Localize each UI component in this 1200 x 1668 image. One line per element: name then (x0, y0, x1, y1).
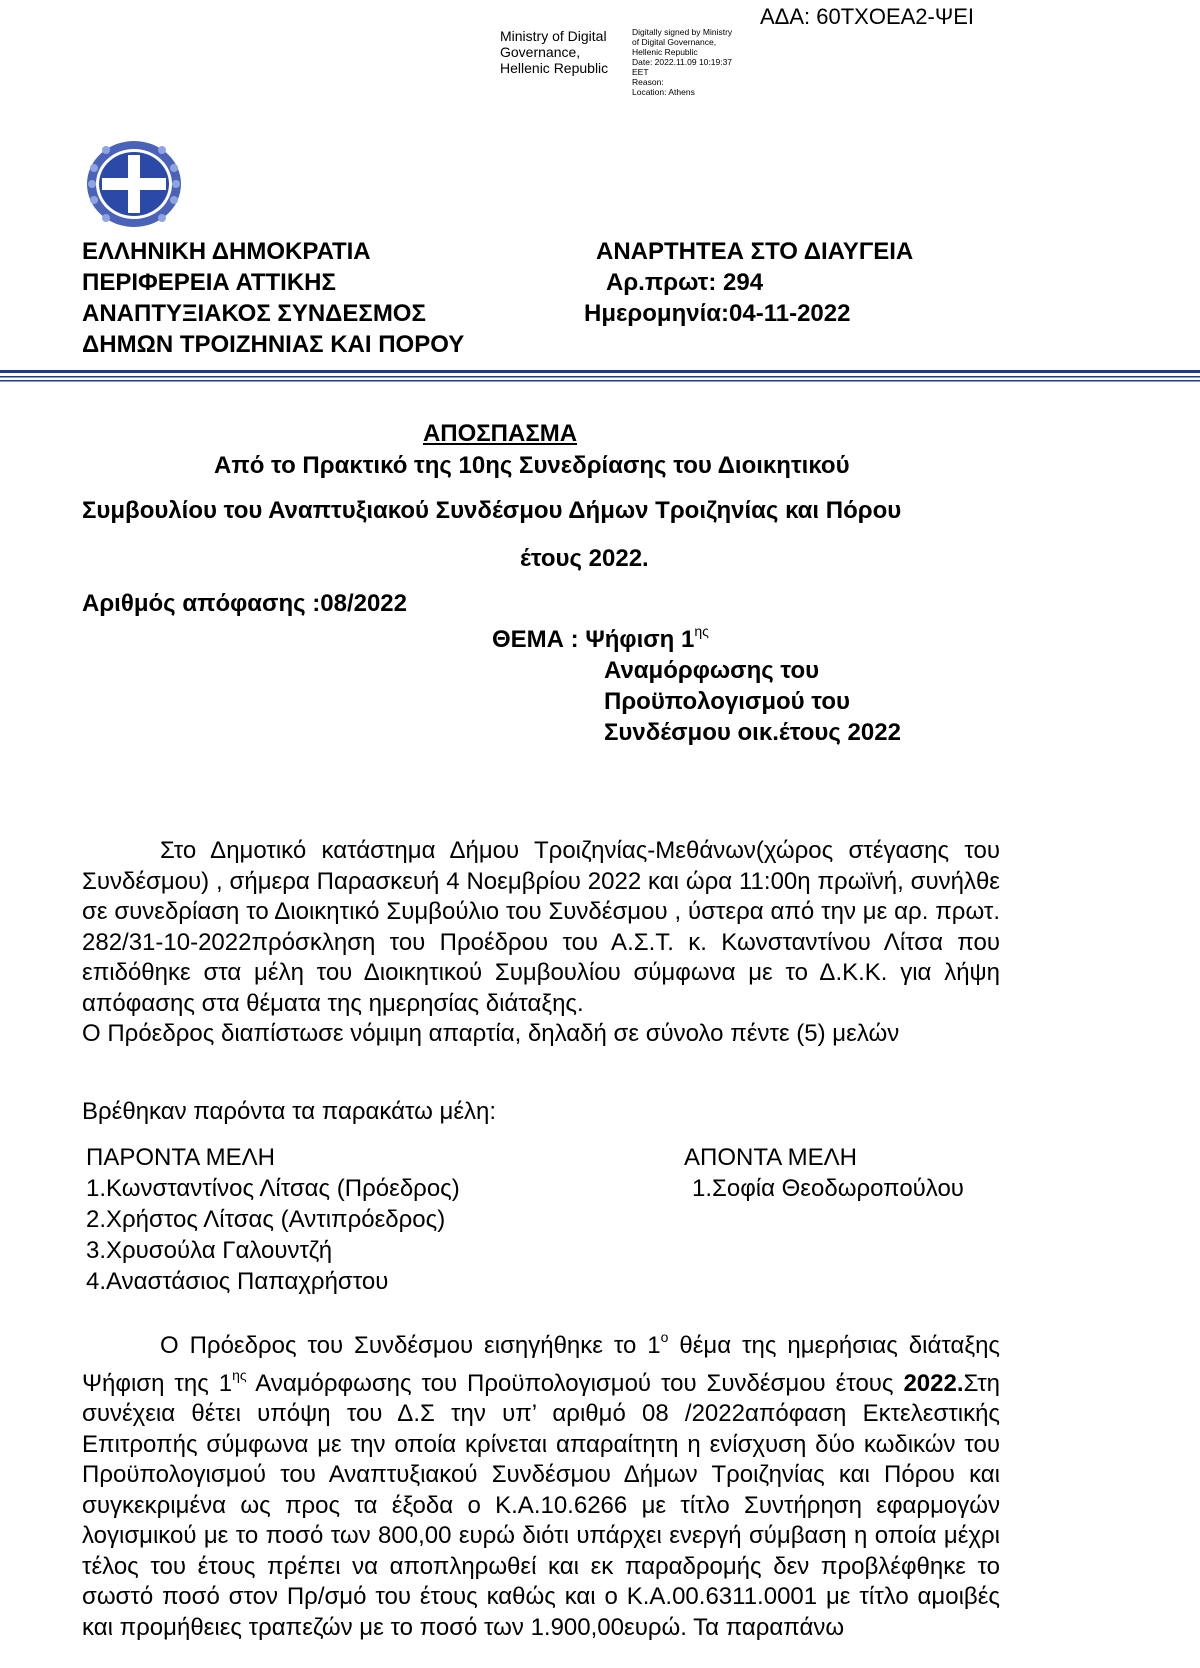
present-header: ΠΑΡΟΝΤΑ ΜΕΛΗ (86, 1144, 275, 1171)
org-line: ΑΝΑΠΤΥΞΙΑΚΟΣ ΣΥΝΔΕΣΜΟΣ (82, 300, 426, 327)
signature-details (632, 27, 732, 97)
signer-line: Hellenic Republic (500, 60, 609, 76)
coat-of-arms-icon (84, 138, 184, 230)
org-line: ΕΛΛΗΝΙΚΗ ΔΗΜΟΚΡΑΤΙΑ (82, 238, 371, 265)
signature-line: Location: Athens (632, 87, 695, 97)
proposal-year: 2022. (903, 1369, 964, 1397)
signature-line: Reason: (632, 77, 664, 87)
superscript: ο (660, 1329, 669, 1345)
quorum-text: Ο Πρόεδρος διαπίστωσε νόμιμη απαρτία, δηλαδή σε σύνολο πέντε (5) μελών (82, 1020, 900, 1047)
member-item: 3.Χρυσούλα Γαλουντζή (86, 1237, 333, 1264)
signer-line: Governance, (500, 44, 581, 60)
title-line: έτους 2022. (520, 545, 649, 572)
proposal-text: θέμα της ημερήσιας διάταξης Ψήφιση της 1 (82, 1332, 1000, 1397)
signer-line: Ministry of Digital (500, 28, 607, 44)
member-item: 1.Σοφία Θεοδωροπούλου (692, 1175, 964, 1202)
org-line: ΠΕΡΙΦΕΡΕΙΑ ΑΤΤΙΚΗΣ (82, 269, 336, 296)
signature-line: Hellenic Republic (632, 47, 698, 57)
absent-members (684, 1142, 964, 1204)
title-line: Από το Πρακτικό της 10ης Συνεδρίασης του Διοικητικού (214, 452, 850, 479)
subject-line: Προϋπολογισμού του (604, 688, 850, 715)
signature-line: Digitally signed by Ministry (632, 27, 733, 37)
document-title: ΑΠΟΣΠΑΣΜΑ (422, 420, 578, 447)
member-item: 4.Αναστάσιος Παπαχρήστου (86, 1268, 389, 1295)
proposal-text: Αναμόρφωσης του Προϋπολογισμού του Συνδέσμου έτους (246, 1369, 904, 1397)
subject-block (492, 618, 901, 748)
signature-line: of Digital Governance, (632, 37, 717, 47)
proposal-text: Στη συνέχεια θέτει υπόψη του Δ.Σ την υπ’ αριθμό 08 /2022απόφαση Εκτελεστικής Επιτροπής σύμφωνα με την οποία κρίνεται απαραίτητη η ενίσχυση δύο κωδικών του Προϋπολογισμού του Αναπτυξιακού Συνδέσμου Δήμων Τροιζηνίας και Πόρου και συγκεκριμένα ως προς τα έξοδα ο Κ.Α.10.6266 με τίτλο Συντήρηση εφαρμογών λογισμικού με το ποσό των 800,00 ευρώ διότι υπάρχει ενεργή σύμβαση η οποία μέχρι τέλος του έτους πρέπει να αποπληρωθεί και εκ παραδρομής δεν προβλέφθηκε το σωστό ποσό στον Πρ/σμό του έτους καθώς και ο Κ.Α.00.6311.0001 με τίτλο αμοιβές και προμήθειες τραπεζών με το ποσό των 1.900,00ευρώ. Τα παραπάνω (82, 1369, 1001, 1641)
present-members (86, 1142, 460, 1297)
org-line: ΔΗΜΩΝ ΤΡΟΙΖΗΝΙΑΣ ΚΑΙ ΠΟΡΟΥ (82, 331, 465, 358)
intro-text: Στο Δημοτικό κατάστημα Δήμου Τροιζηνίας-Μεθάνων(χώρος στέγασης του Συνδέσμου) , σήμερα Παρασκευή 4 Νοεμβρίου 2022 και ώρα 11:00η πρωϊνή, συνήλθε σε συνεδρίαση το Διοικητικό Συμβούλιο του Συνδέσμου , ύστερα από την με αρ. πρωτ. 282/31-10-2022πρόσκληση του Προέδρου του Α.Σ.Τ. κ. Κωνσταντίνου Λίτσα που επιδόθηκε στα μέλη του Διοικητικού Συμβουλίου σύμφωνα με το Δ.Κ.Κ. για λήψη απόφασης στα θέματα της ημερησίας διάταξης. (82, 837, 1000, 1017)
intro-paragraph (82, 836, 1000, 1050)
proposal-text: Ο Πρόεδρος του Συνδέσμου εισηγήθηκε το 1 (160, 1332, 661, 1359)
superscript: ης (232, 1366, 247, 1383)
decision-number: Αριθμός απόφασης :08/2022 (82, 590, 407, 617)
title-line: Συμβουλίου του Αναπτυξιακού Συνδέσμου Δήμων Τροιζηνίας και Πόρου (82, 497, 902, 524)
member-item: 2.Χρήστος Λίτσας (Αντιπρόεδρος) (86, 1206, 446, 1233)
subject-line: Αναμόρφωσης του (604, 657, 820, 684)
absent-header: ΑΠΟΝΤΑ ΜΕΛΗ (684, 1144, 857, 1171)
digital-signer (500, 28, 608, 76)
document-date: Ημερομηνία:04-11-2022 (584, 300, 851, 327)
signature-line: EET (632, 67, 649, 77)
proposal-paragraph (82, 1324, 1000, 1643)
protocol-number: Αρ.πρωτ: 294 (606, 269, 764, 296)
subject-prefix: ΘΕΜΑ : Ψήφιση 1 (492, 626, 695, 653)
post-label: ΑΝΑΡΤΗΤΕΑ ΣΤΟ ΔΙΑΥΓΕΙΑ (596, 238, 914, 265)
present-intro: Βρέθηκαν παρόντα τα παρακάτω μέλη: (82, 1098, 497, 1125)
member-item: 1.Κωνσταντίνος Λίτσας (Πρόεδρος) (86, 1175, 460, 1202)
ada-code: ΑΔΑ: 60ΤΧΟΕΑ2-ΨΕΙ (760, 4, 975, 29)
header-divider (0, 370, 1200, 384)
subject-line: Συνδέσμου οικ.έτους 2022 (604, 719, 901, 746)
signature-line: Date: 2022.11.09 10:19:37 (632, 57, 733, 67)
organization-header (82, 236, 464, 360)
subject-superscript: ης (694, 623, 709, 639)
posting-info (584, 236, 914, 329)
